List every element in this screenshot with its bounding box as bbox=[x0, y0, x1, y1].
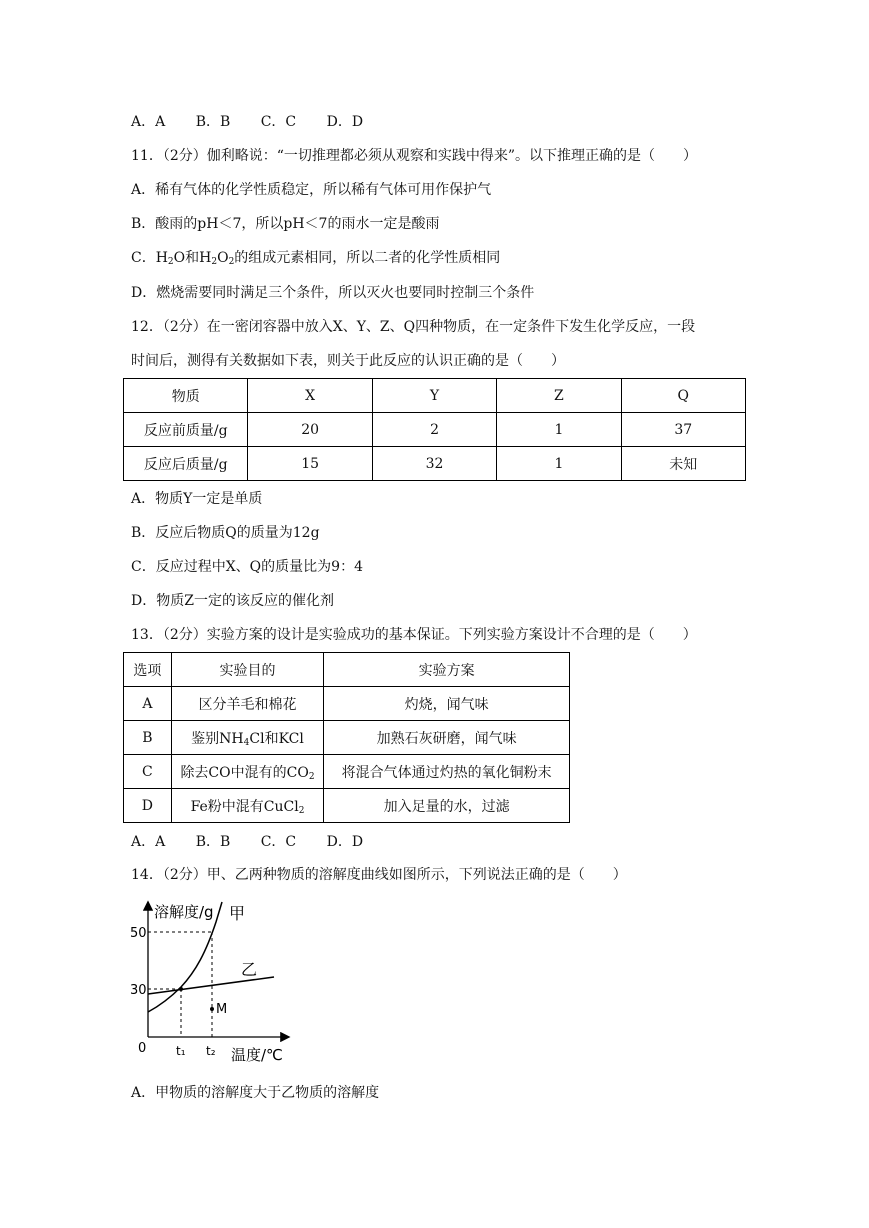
q12-stem-line1: 12．（2分）在一密闭容器中放入X、Y、Z、Q四种物质，在一定条件下发生化学反应，一段 bbox=[131, 319, 696, 335]
q11-option-b[interactable]: B．酸雨的pH＜7，所以pH＜7的雨水一定是酸雨 bbox=[131, 216, 440, 232]
point-m bbox=[210, 1007, 214, 1011]
x-tick-label-t1: t₁ bbox=[176, 1044, 186, 1058]
table-header-cell: Q bbox=[621, 379, 745, 413]
q11-option-c[interactable]: C．$H_2O$和$H_2O_2$的组成元素相同，所以二者的化学性质相同 bbox=[131, 250, 501, 267]
q12-stem-line2: 时间后，测得有关数据如下表，则关于此反应的认识正确的是（ ） bbox=[131, 353, 565, 369]
q12-option-c[interactable]: C．反应过程中X、Q的质量比为9：4 bbox=[131, 559, 363, 575]
table-cell: 32 bbox=[372, 447, 496, 481]
q10-option-d[interactable]: D．D bbox=[326, 114, 364, 130]
table-header-cell: Y bbox=[372, 379, 496, 413]
series-yi-label: 乙 bbox=[241, 960, 258, 979]
q10-option-a[interactable]: A．A bbox=[131, 114, 166, 130]
table-cell: 加熟石灰研磨，闻气味 bbox=[324, 721, 570, 755]
table-row bbox=[124, 413, 746, 447]
table-cell: A bbox=[124, 687, 172, 721]
q10-option-c[interactable]: C．C bbox=[260, 114, 297, 130]
table-header-cell: 实验目的 bbox=[171, 653, 323, 687]
table-header-cell: Z bbox=[497, 379, 621, 413]
table-cell: B bbox=[124, 721, 172, 755]
table-cell: 鉴别$NH_4Cl$和KCl bbox=[171, 721, 323, 755]
intersection-point bbox=[179, 987, 183, 991]
y-axis-label: 溶解度/g bbox=[154, 903, 214, 921]
table-header-row bbox=[124, 379, 746, 413]
q13-option-b[interactable]: B．B bbox=[195, 834, 231, 850]
table-row bbox=[124, 447, 746, 481]
q14-option-a[interactable]: A．甲物质的溶解度大于乙物质的溶解度 bbox=[131, 1085, 380, 1101]
table-cell: D bbox=[124, 789, 172, 823]
table-cell: 2 bbox=[372, 413, 496, 447]
q13-option-a[interactable]: A．A bbox=[131, 834, 166, 850]
q11-option-a[interactable]: A．稀有气体的化学性质稳定，所以稀有气体可用作保护气 bbox=[131, 182, 492, 198]
table-header-cell: 选项 bbox=[124, 653, 172, 687]
y-tick-label-30: 30 bbox=[130, 983, 147, 998]
x-axis-label: 温度/℃ bbox=[231, 1046, 283, 1064]
q11-stem: 11．（2分）伽利略说：“一切推理都必须从观察和实践中得来”。以下推理正确的是（ ） bbox=[131, 148, 698, 164]
table-cell: 反应前质量/g bbox=[124, 413, 248, 447]
table-row bbox=[124, 755, 570, 789]
table-header-row bbox=[124, 653, 570, 687]
q12-data-table bbox=[123, 378, 746, 481]
table-cell: 37 bbox=[621, 413, 745, 447]
table-cell: 除去CO中混有的$CO_2$ bbox=[171, 755, 323, 789]
series-jia-label: 甲 bbox=[229, 904, 246, 923]
table-cell: 15 bbox=[248, 447, 372, 481]
table-cell: 加入足量的水，过滤 bbox=[324, 789, 570, 823]
q12-option-b[interactable]: B．反应后物质Q的质量为12g bbox=[131, 525, 320, 541]
solubility-curve-chart bbox=[126, 897, 316, 1067]
q13-options bbox=[131, 832, 389, 852]
q13-option-d[interactable]: D．D bbox=[326, 834, 364, 850]
series-yi-curve bbox=[148, 977, 274, 994]
table-cell: 未知 bbox=[621, 447, 745, 481]
table-row bbox=[124, 789, 570, 823]
table-row bbox=[124, 721, 570, 755]
table-cell: C bbox=[124, 755, 172, 789]
q10-option-b[interactable]: B．B bbox=[195, 114, 231, 130]
q14-stem: 14．（2分）甲、乙两种物质的溶解度曲线如图所示，下列说法正确的是（ ） bbox=[131, 867, 627, 883]
table-cell: 1 bbox=[497, 413, 621, 447]
q12-option-a[interactable]: A．物质Y一定是单质 bbox=[131, 491, 263, 507]
q10-options bbox=[131, 112, 389, 132]
table-cell: 将混合气体通过灼热的氧化铜粉末 bbox=[324, 755, 570, 789]
table-cell: 20 bbox=[248, 413, 372, 447]
origin-label: 0 bbox=[138, 1041, 147, 1056]
table-row bbox=[124, 687, 570, 721]
table-cell: 1 bbox=[497, 447, 621, 481]
q13-experiment-table bbox=[123, 652, 570, 823]
x-tick-label-t2: t₂ bbox=[206, 1044, 216, 1058]
table-header-cell: X bbox=[248, 379, 372, 413]
table-cell: 灼烧，闻气味 bbox=[324, 687, 570, 721]
table-header-cell: 实验方案 bbox=[324, 653, 570, 687]
q13-stem: 13．（2分）实验方案的设计是实验成功的基本保证。下列实验方案设计不合理的是（ ） bbox=[131, 627, 697, 643]
point-m-label: M bbox=[216, 1002, 228, 1017]
q12-option-d[interactable]: D．物质Z一定的该反应的催化剂 bbox=[131, 593, 334, 609]
q13-option-c[interactable]: C．C bbox=[260, 834, 297, 850]
table-header-cell: 物质 bbox=[124, 379, 248, 413]
q11-option-d[interactable]: D．燃烧需要同时满足三个条件，所以灭火也要同时控制三个条件 bbox=[131, 285, 535, 301]
y-tick-label-50: 50 bbox=[130, 926, 147, 941]
table-cell: 反应后质量/g bbox=[124, 447, 248, 481]
table-cell: 区分羊毛和棉花 bbox=[171, 687, 323, 721]
table-cell: Fe粉中混有CuCl$_2$ bbox=[171, 789, 323, 823]
